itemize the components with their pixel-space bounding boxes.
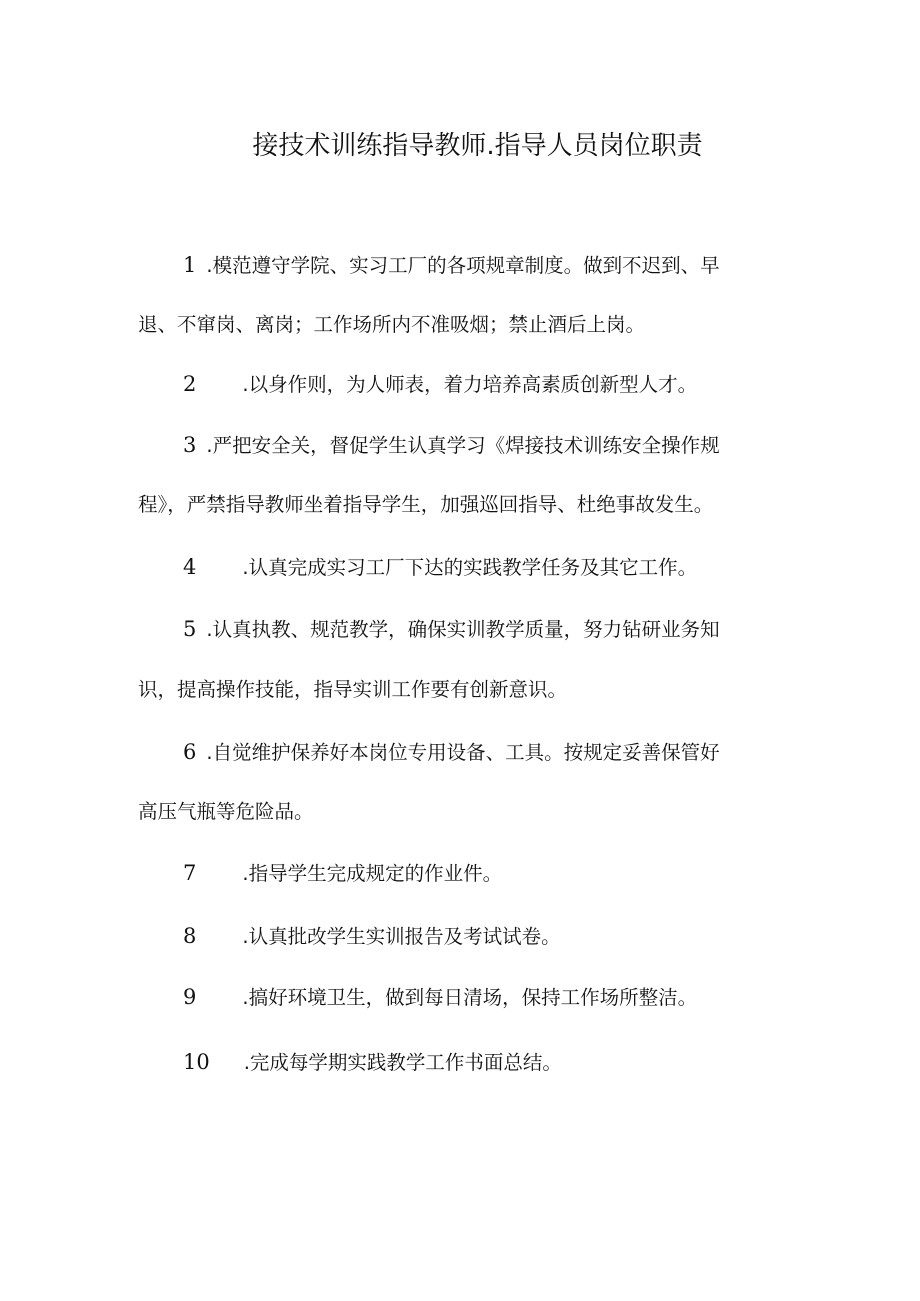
item-number: 10 xyxy=(183,1050,210,1074)
item-6-line-2 xyxy=(138,799,314,825)
item-text: 程》，严禁指导教师坐着指导学生，加强巡回指导、杜绝事故发生。 xyxy=(138,493,714,516)
item-6-line-1 xyxy=(183,739,720,766)
item-1-line-2 xyxy=(138,312,645,338)
item-number: 6 xyxy=(183,740,197,764)
item-7-line-1 xyxy=(183,860,502,887)
item-10-line-1 xyxy=(183,1049,562,1076)
item-5-line-1 xyxy=(183,616,720,643)
document-title: 接技术训练指导教师.指导人员岗位职责 xyxy=(252,131,703,161)
item-4-line-1 xyxy=(183,554,697,581)
item-text: .模范遵守学院、实习工厂的各项规章制度。做到不迟到、早 xyxy=(206,254,720,277)
item-text: .完成每学期实践教学工作书面总结。 xyxy=(243,1051,562,1074)
item-number: 3 xyxy=(183,433,197,457)
item-number: 8 xyxy=(183,924,197,948)
item-text: 高压气瓶等危险品。 xyxy=(138,800,314,823)
item-number: 4 xyxy=(183,555,197,579)
item-number: 1 xyxy=(183,253,197,277)
item-5-line-2 xyxy=(138,677,567,703)
item-text: .严把安全关，督促学生认真学习《焊接技术训练安全操作规 xyxy=(206,434,720,457)
item-1-line-1 xyxy=(183,252,720,279)
item-number: 7 xyxy=(183,861,197,885)
item-3-line-2 xyxy=(138,492,713,518)
item-9-line-1 xyxy=(183,984,697,1011)
item-2-line-1 xyxy=(183,371,697,398)
item-number: 9 xyxy=(183,985,197,1009)
item-text: 退、不窜岗、离岗；工作场所内不准吸烟；禁止酒后上岗。 xyxy=(138,313,646,336)
item-text: .搞好环境卫生，做到每日清场，保持工作场所整洁。 xyxy=(242,986,698,1009)
item-text: 识，提高操作技能，指导实训工作要有创新意识。 xyxy=(138,678,568,701)
item-text: .以身作则，为人师表，着力培养高素质创新型人才。 xyxy=(242,373,698,396)
item-text: .指导学生完成规定的作业件。 xyxy=(242,862,503,885)
item-text: .认真完成实习工厂下达的实践教学任务及其它工作。 xyxy=(242,556,698,579)
item-number: 2 xyxy=(183,372,197,396)
item-text: .认真执教、规范教学，确保实训教学质量，努力钻研业务知 xyxy=(206,618,720,641)
item-text: .认真批改学生实训报告及考试试卷。 xyxy=(242,925,561,948)
item-number: 5 xyxy=(183,617,197,641)
item-8-line-1 xyxy=(183,923,561,950)
item-3-line-1 xyxy=(183,432,720,459)
item-text: .自觉维护保养好本岗位专用设备、工具。按规定妥善保管好 xyxy=(206,741,720,764)
